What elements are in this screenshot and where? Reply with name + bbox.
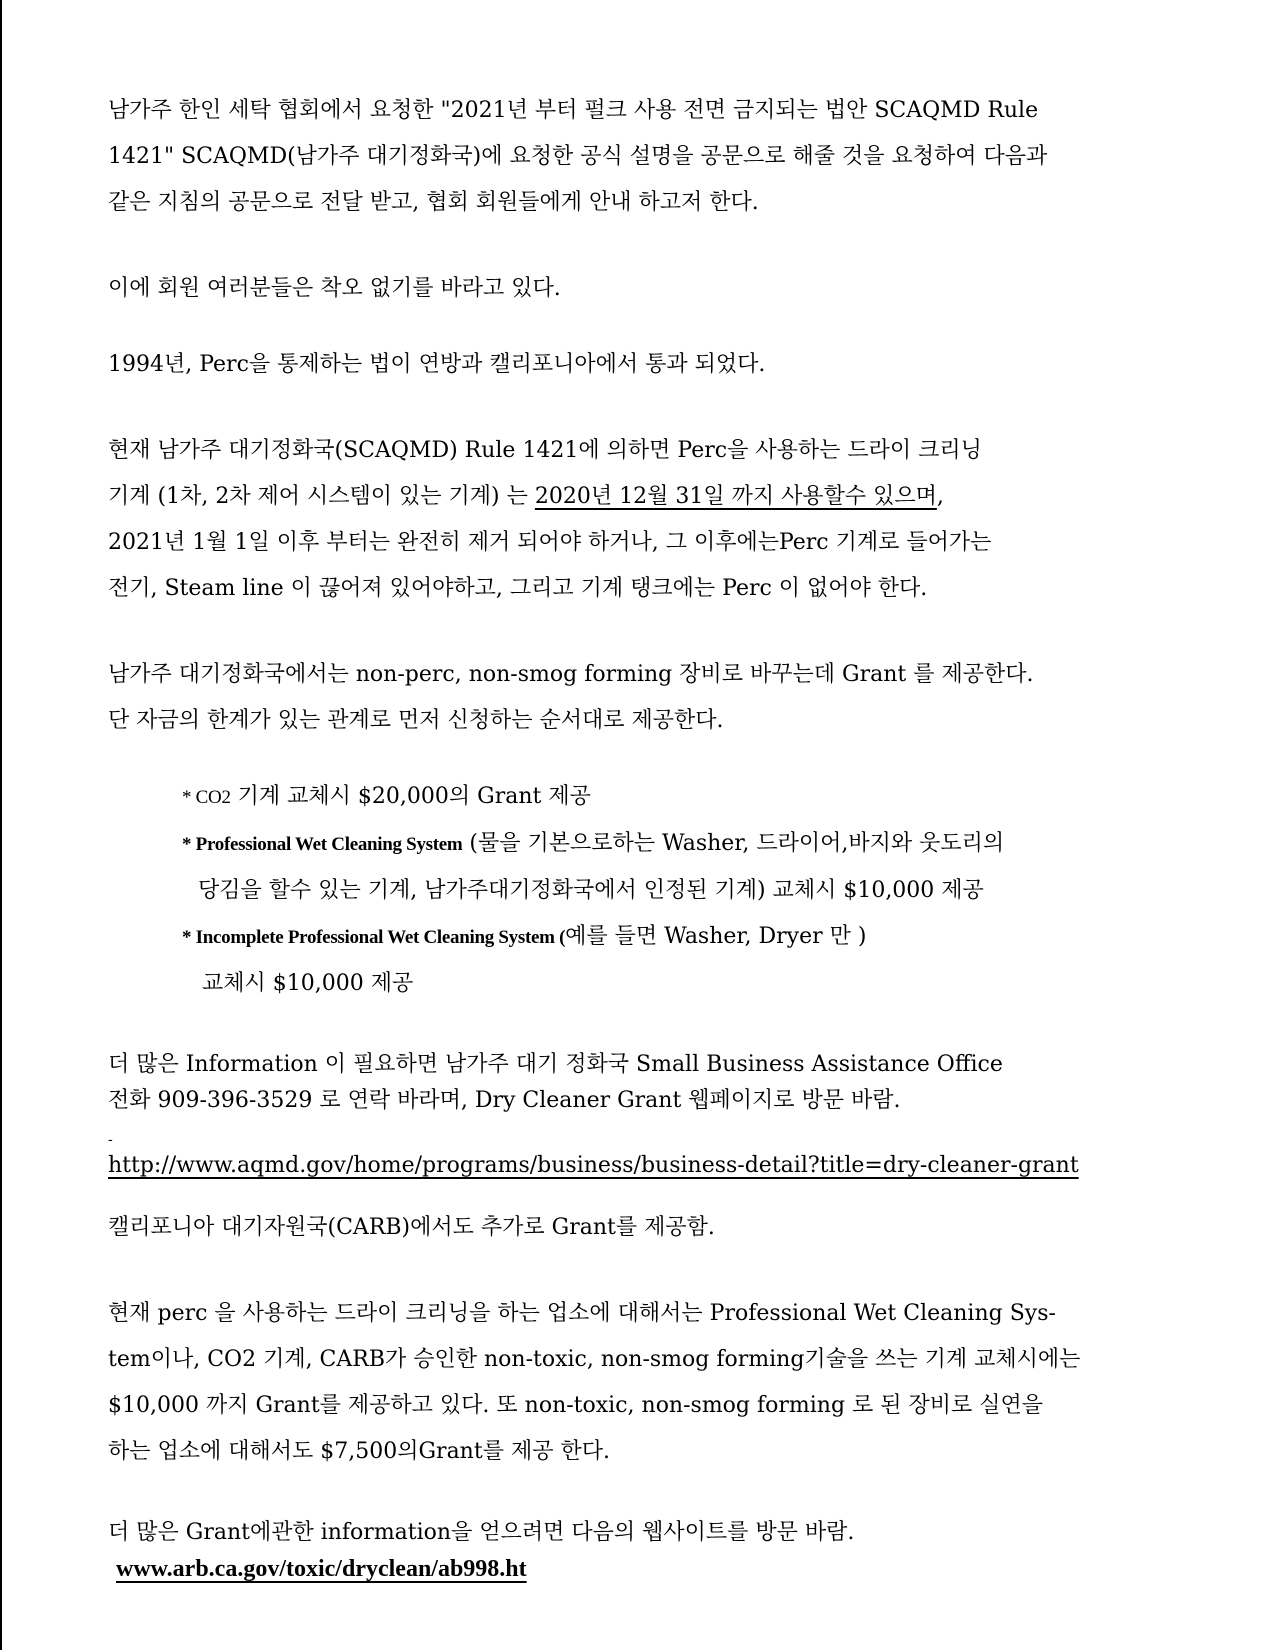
- intro-line-2: 1421" SCAQMD(남가주 대기정화국)에 요청한 공식 설명을 공문으로 해줄 것을 요청하여 다음과: [108, 144, 1048, 169]
- contact-line-1: 더 많은 Information 이 필요하면 남가주 대기 정화국 Small Business Assistance Office: [108, 1052, 1003, 1077]
- contact-line-2: 전화 909-396-3529 로 연락 바라며, Dry Cleaner Grant 웹페이지로 방문 바람.: [108, 1088, 901, 1113]
- aqmd-grant-link[interactable]: http://www.aqmd.gov/home/programs/business/business-detail?title=dry-cleaner-grant: [108, 1153, 1079, 1178]
- grant-paragraph: [108, 652, 1188, 744]
- bullet-co2: [182, 774, 1188, 821]
- rule-line-1: 현재 남가주 대기정화국(SCAQMD) Rule 1421에 의하면 Perc을 사용하는 드라이 크리닝: [108, 438, 982, 463]
- bullet-incomplete: [182, 914, 1188, 961]
- bullet-wet-cleaning: [182, 821, 1188, 868]
- dash-mark: -: [108, 1132, 113, 1148]
- deadline-underlined: 2020년 12월 31일 까지 사용할수 있으며: [534, 484, 937, 509]
- rule-line-2-end: ,: [936, 484, 944, 509]
- rule-paragraph: [108, 428, 1188, 612]
- grant-line-2: 단 자금의 한계가 있는 관계로 먼저 신청하는 순서대로 제공한다.: [108, 708, 724, 733]
- grant-line-1: 남가주 대기정화국에서는 non-perc, non-smog forming 장비로 바꾸는데 Grant 를 제공한다.: [108, 662, 1034, 687]
- current-line-3: $10,000 까지 Grant를 제공하고 있다. 또 non-toxic, non-smog forming 로 된 장비로 실연을: [108, 1393, 1044, 1418]
- rule-line-2-start: 기계 (1차, 2차 제어 시스템이 있는 기계) 는: [108, 484, 535, 509]
- bullet-wet-cleaning-continued: 당김을 할수 있는 기계, 남가주대기정화국에서 인정된 기계) 교체시 $10,000 제공: [198, 878, 984, 903]
- bullet-co2-text: 기계 교체시 $20,000의 Grant 제공: [230, 784, 591, 809]
- bullet-incomplete-continued: 교체시 $10,000 제공: [202, 971, 414, 996]
- bullet-incomplete-text: 예를 들면 Washer, Dryer 만 ): [565, 924, 867, 949]
- bullet-wet-cleaning-label: * Professional Wet Cleaning System: [182, 834, 463, 855]
- history-paragraph: 1994년, Perc을 통제하는 법이 연방과 캘리포니아에서 통과 되었다.: [108, 352, 766, 377]
- more-info-paragraph: [108, 1515, 1188, 1588]
- page-left-border: [0, 0, 2, 1650]
- current-line-2: tem이나, CO2 기계, CARB가 승인한 non-toxic, non-smog forming기술을 쓰는 기계 교체시에는: [108, 1347, 1081, 1372]
- more-info-line: 더 많은 Grant에관한 information을 얻으려면 다음의 웹사이트를 방문 바람.: [108, 1520, 855, 1545]
- rule-line-3: 2021년 1월 1일 이후 부터는 완전히 제거 되어야 하거나, 그 이후에는Perc 기계로 들어가는: [108, 530, 992, 555]
- intro-line-1: 남가주 한인 세탁 협회에서 요청한 "2021년 부터 펄크 사용 전면 금지되는 법안 SCAQMD Rule: [108, 98, 1039, 123]
- grant-bullet-list: [108, 774, 1188, 1007]
- rule-line-4: 전기, Steam line 이 끊어져 있어야하고, 그리고 기계 탱크에는 Perc 이 없어야 한다.: [108, 576, 928, 601]
- bullet-co2-label: * CO2: [182, 787, 231, 808]
- contact-paragraph: [108, 1047, 1188, 1185]
- current-line-1: 현재 perc 을 사용하는 드라이 크리닝을 하는 업소에 대해서는 Professional Wet Cleaning Sys-: [108, 1301, 1056, 1326]
- intro-line-3: 같은 지침의 공문으로 전달 받고, 협회 회원들에게 안내 하고저 한다.: [108, 190, 759, 215]
- arb-link[interactable]: www.arb.ca.gov/toxic/dryclean/ab998.ht: [116, 1556, 527, 1582]
- bullet-incomplete-label: * Incomplete Professional Wet Cleaning System (: [182, 927, 566, 948]
- notice-paragraph: 이에 회원 여러분들은 착오 없기를 바라고 있다.: [108, 276, 561, 301]
- current-paragraph: [108, 1291, 1188, 1475]
- bullet-wet-cleaning-text: (물을 기본으로하는 Washer, 드라이어,바지와 웃도리의: [462, 831, 1005, 856]
- intro-paragraph: [108, 88, 1188, 226]
- document-body: [108, 88, 1188, 1588]
- rule-line-2: [108, 474, 1188, 520]
- carb-paragraph: 캘리포니아 대기자원국(CARB)에서도 추가로 Grant를 제공함.: [108, 1215, 715, 1240]
- current-line-4: 하는 업소에 대해서도 $7,500의Grant를 제공 한다.: [108, 1439, 610, 1464]
